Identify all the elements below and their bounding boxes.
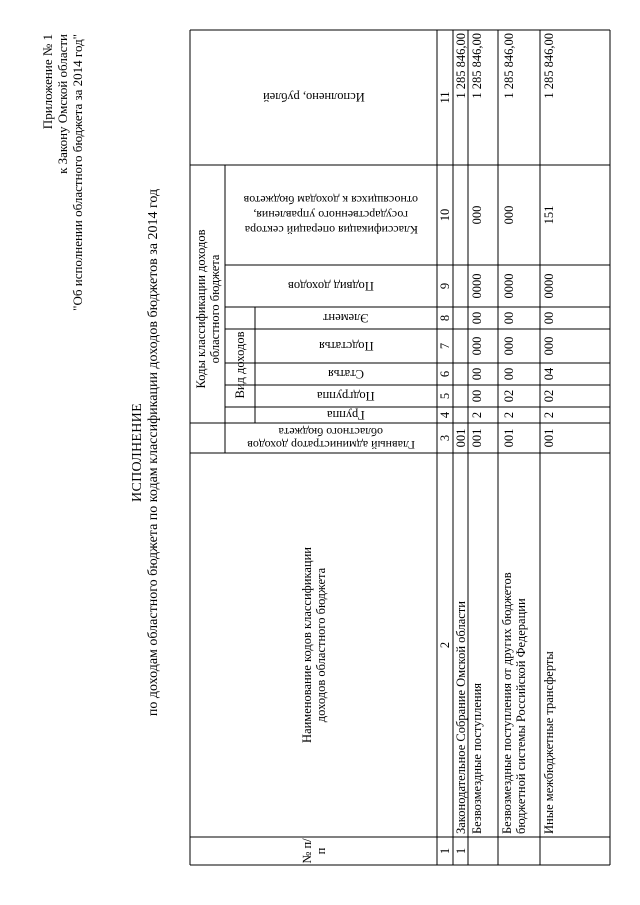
row3-op: 000 [502, 205, 516, 225]
header-name: Наименование кодов классификации доходов областного бюджета [299, 547, 328, 743]
header-subarticle [255, 329, 437, 363]
colnum-10: 10 [438, 208, 452, 222]
header-codes: Коды классификации доходов областного бюджета [193, 229, 222, 389]
document-title: ИСПОЛНЕНИЕ [130, 403, 145, 502]
row2-num [468, 837, 498, 865]
appendix-line-2: к Закону Омской области [55, 34, 70, 174]
header-op-class-text: Классификация операций сектора государственного управления, относящихся к доходам бюджетов [243, 193, 419, 238]
row3-num [498, 837, 540, 865]
header-subtype [225, 265, 437, 307]
row3-group: 2 [502, 411, 516, 419]
header-group-text: Группа [327, 408, 365, 422]
colnum-7: 7 [438, 342, 452, 350]
row1-amount: 1 285 846,00 [453, 33, 468, 99]
header-element-text: Элемент [323, 311, 369, 325]
row2-admin: 001 [470, 428, 484, 448]
row2-op: 000 [470, 205, 484, 225]
row3-article: 00 [502, 367, 516, 381]
header-admin-text: Главный администратор доходов областного бюджета [247, 425, 415, 452]
header-element [255, 307, 437, 329]
row3-name: Безвозмездные поступления от других бюджетов бюджетной системы Российской Федерации [500, 572, 528, 834]
row4-name: Иные межбюджетные трансферты [542, 651, 556, 834]
row2-article: 00 [470, 367, 484, 381]
header-subtype-text: Подвид доходов [288, 279, 374, 293]
colnum-4: 4 [438, 411, 452, 419]
row4-article: 04 [542, 367, 556, 381]
appendix-line-1: Приложение № 1 [40, 34, 55, 130]
colnum-2: 2 [438, 641, 452, 649]
row1-name: Законодательное Собрание Омской области [453, 601, 468, 834]
header-article-text: Статья [328, 367, 364, 381]
appendix-line-3: "Об исполнении областного бюджета за 2014 год" [70, 34, 85, 311]
document-subtitle: по доходам областного бюджета по кодам классификации доходов бюджетов за 2014 год [146, 188, 161, 717]
row1-admin: 001 [453, 428, 468, 448]
row2-subtype: 0000 [470, 273, 484, 299]
row2-name: Безвозмездные поступления [470, 682, 484, 834]
row4-element: 00 [542, 311, 556, 325]
colnum-11: 11 [438, 91, 452, 104]
colnum-6: 6 [438, 370, 452, 378]
row3-amount: 1 285 846,00 [502, 33, 516, 99]
header-group [255, 407, 437, 423]
row2-subarticle: 000 [470, 336, 484, 356]
row4-op: 151 [542, 205, 556, 225]
colnum-9: 9 [438, 282, 452, 290]
colnum-5: 5 [438, 392, 452, 400]
header-admin [225, 423, 437, 453]
header-num: № п/п [299, 838, 328, 864]
header-article [255, 363, 437, 385]
row3-subarticle: 000 [502, 336, 516, 356]
row4-group: 2 [542, 411, 556, 419]
colnum-3: 3 [438, 434, 452, 442]
row2-element: 00 [470, 311, 484, 325]
header-subgroup-text: Подгруппа [317, 389, 375, 403]
row3-subgroup: 02 [502, 389, 516, 403]
header-executed-text: Исполнено, рублей [262, 90, 365, 105]
header-income-type: Вид доходов [233, 331, 247, 399]
colnum-1: 1 [438, 847, 452, 855]
row3-subtype: 0000 [502, 273, 516, 299]
row2-group: 2 [470, 411, 484, 419]
row3-admin: 001 [502, 428, 516, 448]
row4-subgroup: 02 [542, 389, 556, 403]
header-subarticle-text: Подстатья [318, 339, 374, 353]
header-subgroup [255, 385, 437, 407]
colnum-8: 8 [438, 314, 452, 322]
header-executed [190, 30, 437, 165]
row4-subtype: 0000 [542, 273, 556, 299]
header-op-class [225, 165, 437, 265]
row2-subgroup: 00 [470, 389, 484, 403]
row4-admin: 001 [542, 428, 556, 448]
row4-amount: 1 285 846,00 [542, 33, 556, 99]
row3-element: 00 [502, 311, 516, 325]
row1-num: 1 [453, 847, 468, 855]
row2-amount: 1 285 846,00 [470, 33, 484, 99]
row4-subarticle: 000 [542, 336, 556, 356]
row4-num [540, 837, 610, 865]
